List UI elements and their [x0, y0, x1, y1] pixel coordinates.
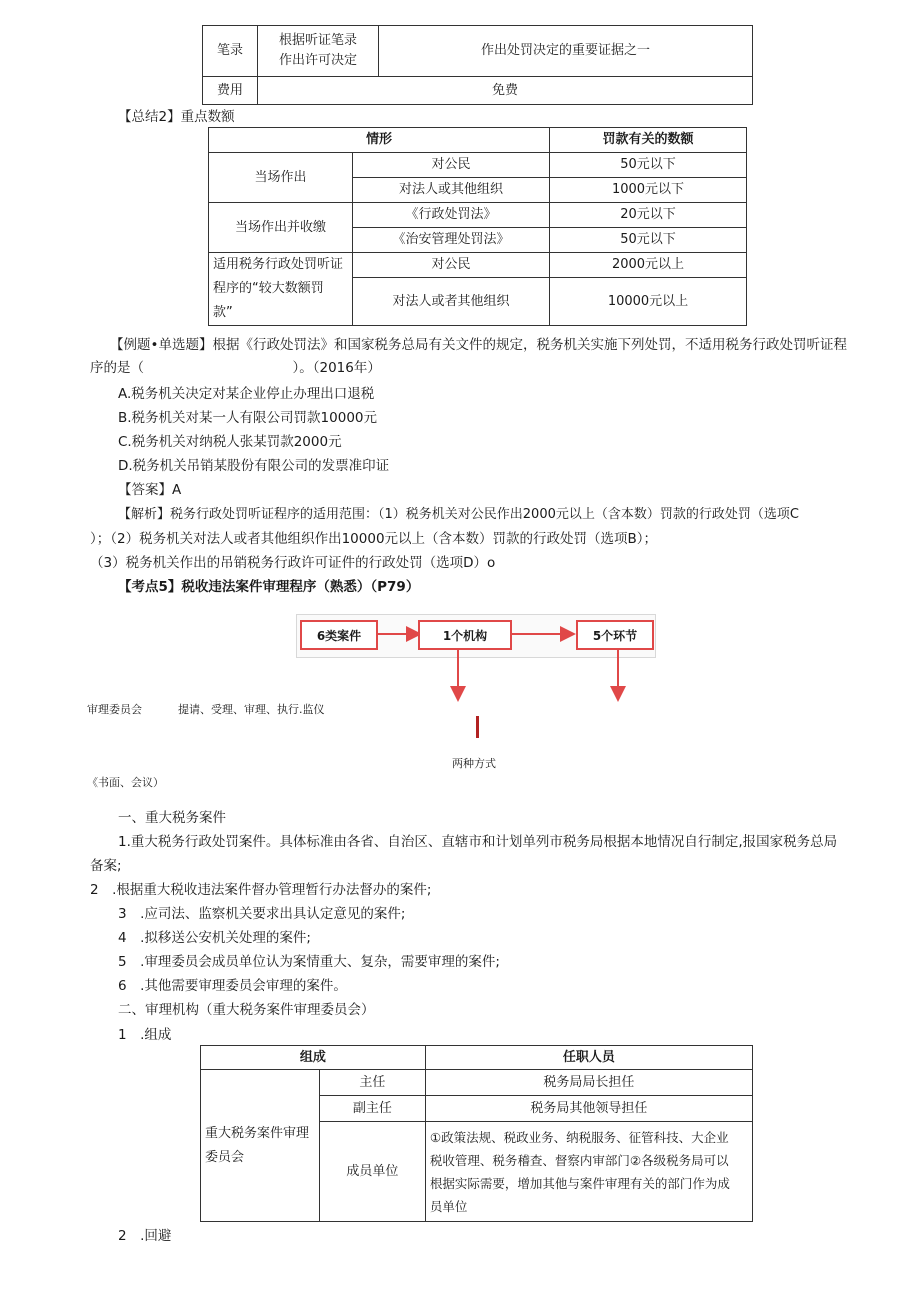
amount-table [208, 127, 747, 326]
org-table-header: 任职人员 [425, 1046, 752, 1070]
amount-table-group: 当场作出 [209, 153, 353, 203]
amount-table-cell: 对公民 [353, 253, 550, 278]
amount-table-header: 罚款有关的数额 [550, 128, 747, 153]
amount-table-cell: 50元以下 [550, 228, 747, 253]
org-table-role: 副主任 [320, 1096, 426, 1122]
org-table-text: 员单位 [429, 1198, 468, 1214]
top-table-cell: 笔录 [203, 26, 258, 77]
org-table-group [201, 1070, 320, 1222]
section1-title: 一、重大税务案件 [118, 810, 226, 826]
section1-item: 4 .拟移送公安机关处理的案件; [118, 930, 311, 946]
amount-table-text: 程序的“较大数额罚 [213, 281, 324, 296]
diagram-label-steps: 提请、受理、审理、执行.监仪 [178, 703, 325, 716]
amount-table-cell: 对公民 [353, 153, 550, 178]
example-analysis-line: ）；（2）税务机关对法人或者其他组织作出10000元以上（含本数）罚款的行政处罚（选项B）； [90, 531, 658, 547]
example-analysis-line: 【解析】税务行政处罚听证程序的适用范围：（1）税务机关对公民作出2000元以上（含本数）罚款的行政处罚（选项C [118, 507, 799, 522]
example-option: C.税务机关对纳税人张某罚款2000元 [118, 434, 342, 450]
amount-table-cell: 对法人或其他组织 [353, 178, 550, 203]
section1-item: 备案; [90, 858, 122, 874]
amount-table-cell: 50元以下 [550, 153, 747, 178]
amount-table-cell: 《治安管理处罚法》 [353, 228, 550, 253]
org-table-role: 主任 [320, 1070, 426, 1096]
section1-item: 3 .应司法、监察机关要求出具认定意见的案件; [118, 906, 406, 922]
point5-title: 【考点5】税收违法案件审理程序（熟悉）（P79） [118, 579, 420, 595]
amount-table-text: 适用税务行政处罚听证 [213, 257, 344, 272]
amount-table-cell: 1000元以下 [550, 178, 747, 203]
diagram-box-agency: 1个机构 [418, 620, 512, 650]
example-option: D.税务机关吊销某股份有限公司的发票准印证 [118, 458, 390, 474]
org-table-text: 税收管理、税务稽查、督察内审部门②各级税务局可以 [429, 1152, 729, 1168]
org-table-text: 根据实际需要，增加其他与案件审理有关的部门作为成 [429, 1175, 730, 1191]
amount-table-cell: 2000元以上 [550, 253, 747, 278]
section1-item: 1.重大税务行政处罚案件。具体标准由各省、自治区、直辖市和计划单列市税务局根据本地情况自行制定,报国家税务总局 [118, 834, 838, 850]
section2-sub: 1 .组成 [118, 1027, 172, 1043]
diagram-divider [476, 716, 479, 738]
example-stem-line: 序的是（ ）。（2016年） [90, 360, 381, 376]
top-table-cell: 作出处罚决定的重要证据之一 [379, 26, 753, 77]
top-table [202, 25, 753, 105]
amount-table-cell: 对法人或者其他组织 [353, 278, 550, 326]
top-table-cell [258, 26, 379, 77]
summary2-title: 【总结2】重点数额 [118, 109, 235, 125]
example-answer: 【答案】A [118, 482, 182, 498]
top-table-cell: 免费 [258, 77, 753, 105]
diagram-label-ways: 《书面、会议） [87, 776, 164, 789]
top-table-cell: 费用 [203, 77, 258, 105]
org-table-person: 税务局局长担任 [425, 1070, 752, 1096]
org-table-text: ①政策法规、税政业务、纳税服务、征管科技、大企业 [429, 1129, 729, 1145]
section1-item: 5 .审理委员会成员单位认为案情重大、复杂，需要审理的案件; [118, 954, 500, 970]
org-table-person [425, 1122, 752, 1222]
org-table-header: 组成 [201, 1046, 426, 1070]
top-table-text: 作出许可决定 [278, 53, 357, 68]
amount-table-cell: 20元以下 [550, 203, 747, 228]
section2-sub: 2 .回避 [118, 1228, 172, 1244]
example-stem-line: 【例题•单选题】根据《行政处罚法》和国家税务总局有关文件的规定，税务机关实施下列处罚，不适用税务行政处罚听证程 [110, 337, 847, 353]
section2-title: 二、审理机构（重大税务案件审理委员会） [118, 1002, 375, 1018]
example-analysis-line: （3）税务机关作出的吊销税务行政许可证件的行政处罚（选项D）o [90, 555, 496, 571]
amount-table-cell: 10000元以上 [550, 278, 747, 326]
example-option: A.税务机关决定对某企业停止办理出口退税 [118, 386, 375, 402]
org-table-role: 成员单位 [320, 1122, 426, 1222]
org-table-text: 重大税务案件审理 [205, 1125, 310, 1141]
top-table-text: 根据听证笔录 [278, 33, 357, 48]
diagram-box-steps: 5个环节 [576, 620, 654, 650]
amount-table-text: 款” [213, 305, 233, 320]
amount-table-cell: 《行政处罚法》 [353, 203, 550, 228]
amount-table-group [209, 253, 353, 326]
org-table-person: 税务局其他领导担任 [425, 1096, 752, 1122]
diagram-label-committee: 审理委员会 [87, 703, 142, 716]
diagram-box-cases: 6类案件 [300, 620, 378, 650]
org-table [200, 1045, 753, 1222]
section1-item: 6 .其他需要审理委员会审理的案件。 [118, 978, 347, 994]
section1-item: 2 .根据重大税收违法案件督办管理暂行办法督办的案件; [90, 882, 432, 898]
amount-table-group: 当场作出并收缴 [209, 203, 353, 253]
amount-table-header: 情形 [209, 128, 550, 153]
example-option: B.税务机关对某一人有限公司罚款10000元 [118, 410, 377, 426]
diagram-label-two-ways: 两种方式 [452, 757, 496, 770]
org-table-text: 委员会 [205, 1149, 245, 1165]
